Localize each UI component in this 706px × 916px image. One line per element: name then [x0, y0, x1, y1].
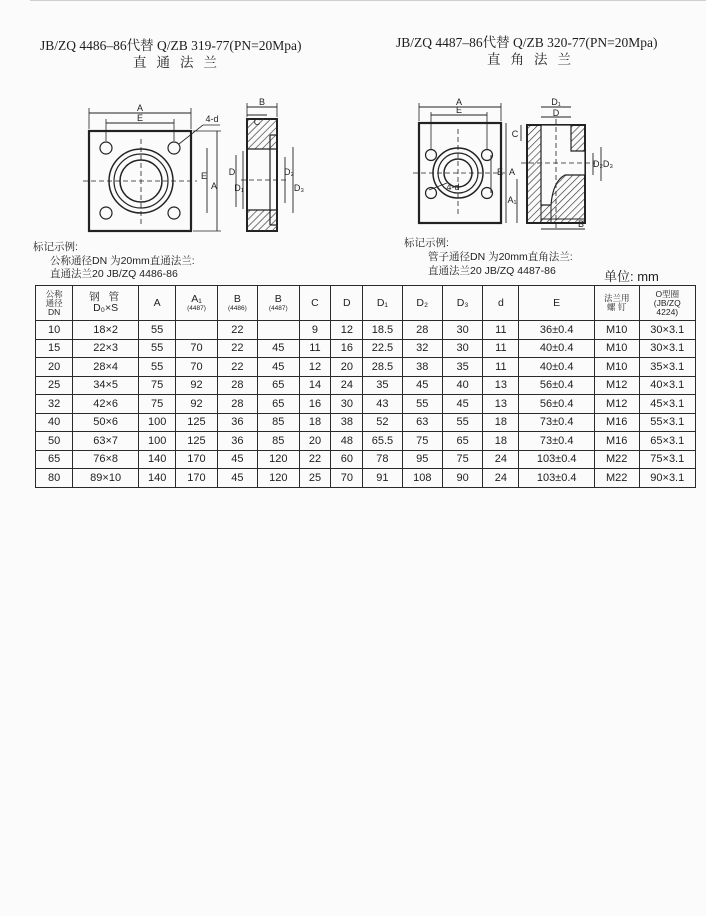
cell-d-small: 11 [483, 339, 519, 358]
label-A: A [136, 103, 144, 113]
cell-a: 100 [139, 413, 176, 432]
cell-d-big: 30 [331, 395, 363, 414]
unit-label: 单位: mm [604, 269, 659, 284]
table-row [36, 432, 696, 451]
cell-d-big: 24 [331, 376, 363, 395]
straight-flange-front-view [83, 108, 221, 231]
cell-d-big: 70 [331, 469, 363, 488]
cell-oring: 45×3.1 [639, 395, 695, 414]
cell-bolt: M10 [594, 358, 639, 377]
right-example-line1: 管子通径DN 为20mm直角法兰: [428, 251, 573, 263]
cell-c: 25 [299, 469, 331, 488]
cell-dn: 10 [36, 321, 73, 340]
cell-d3: 55 [442, 413, 482, 432]
label-B: B [577, 219, 585, 229]
cell-d-small: 24 [483, 450, 519, 469]
cell-d-big: 48 [331, 432, 363, 451]
cell-d1: 28.5 [363, 358, 402, 377]
label-A-vertical: A [210, 181, 218, 191]
table-row [36, 469, 696, 488]
cell-b-4487: 85 [258, 413, 299, 432]
flange-spec-table [35, 285, 696, 488]
right-example-line2: 直通法兰20 JB/ZQ 4487-86 [428, 265, 556, 277]
cell-dn: 65 [36, 450, 73, 469]
cell-b-4487: 45 [258, 358, 299, 377]
cell-dn: 32 [36, 395, 73, 414]
cell-a: 75 [139, 376, 176, 395]
cell-pipe: 89×10 [73, 469, 139, 488]
table-row [36, 321, 696, 340]
cell-b-4486: 36 [217, 432, 257, 451]
header-pipe: 钢 管 D₀×S [73, 286, 139, 321]
cell-oring: 55×3.1 [639, 413, 695, 432]
cell-d-small: 18 [483, 413, 519, 432]
cell-e: 56±0.4 [519, 376, 594, 395]
straight-flange-drawing [75, 95, 350, 240]
cell-b-4486: 28 [217, 376, 257, 395]
cell-c: 22 [299, 450, 331, 469]
label-C: C [253, 117, 261, 127]
header-D: D [331, 286, 363, 321]
cell-b-4486: 45 [217, 469, 257, 488]
cell-b-4487: 85 [258, 432, 299, 451]
cell-pipe: 76×8 [73, 450, 139, 469]
cell-b-4487: 120 [258, 469, 299, 488]
cell-a1: 70 [176, 339, 217, 358]
cell-oring: 75×3.1 [639, 450, 695, 469]
cell-bolt: M12 [594, 376, 639, 395]
cell-a1: 70 [176, 358, 217, 377]
cell-a: 140 [139, 450, 176, 469]
cell-a1: 170 [176, 450, 217, 469]
label-A-vertical: A [508, 167, 516, 177]
cell-d1: 91 [363, 469, 402, 488]
label-D: D [228, 167, 236, 177]
left-example-title: 标记示例: [33, 241, 78, 253]
header-D1: D₁ [363, 286, 402, 321]
cell-d2: 95 [402, 450, 442, 469]
table-row [36, 450, 696, 469]
cell-d1: 52 [363, 413, 402, 432]
cell-b-4487 [258, 321, 299, 340]
cell-a: 55 [139, 339, 176, 358]
table-row [36, 339, 696, 358]
cell-d3: 65 [442, 432, 482, 451]
cell-bolt: M16 [594, 413, 639, 432]
cell-d-small: 13 [483, 395, 519, 414]
cell-a1: 92 [176, 395, 217, 414]
cell-d-small: 18 [483, 432, 519, 451]
cell-dn: 80 [36, 469, 73, 488]
cell-d3: 30 [442, 321, 482, 340]
cell-d1: 65.5 [363, 432, 402, 451]
table-row [36, 395, 696, 414]
left-example-line2: 直通法兰20 JB/ZQ 4486-86 [50, 268, 178, 280]
cell-e: 40±0.4 [519, 358, 594, 377]
cell-b-4487: 45 [258, 339, 299, 358]
right-angle-flange-front-view [413, 103, 506, 223]
cell-c: 12 [299, 358, 331, 377]
cell-b-4487: 120 [258, 450, 299, 469]
cell-e: 73±0.4 [519, 432, 594, 451]
cell-b-4486: 28 [217, 395, 257, 414]
cell-d1: 22.5 [363, 339, 402, 358]
header-A1: A₁ (4487) [176, 286, 217, 321]
label-D2: D₂ [284, 167, 294, 177]
cell-pipe: 22×3 [73, 339, 139, 358]
label-C: C [511, 129, 519, 139]
cell-oring: 35×3.1 [639, 358, 695, 377]
cell-d1: 35 [363, 376, 402, 395]
table-row [36, 358, 696, 377]
cell-b-4486: 45 [217, 450, 257, 469]
label-4-d: 4-d [446, 182, 460, 192]
cell-d3: 75 [442, 450, 482, 469]
cell-oring: 40×3.1 [639, 376, 695, 395]
label-D1: D₁ [551, 97, 561, 107]
label-B: B [258, 97, 266, 107]
table-row [36, 376, 696, 395]
cell-dn: 15 [36, 339, 73, 358]
cell-d3: 35 [442, 358, 482, 377]
label-D: D [552, 108, 560, 118]
cell-b-4486: 22 [217, 358, 257, 377]
cell-a: 140 [139, 469, 176, 488]
cell-d-big: 60 [331, 450, 363, 469]
cell-d2: 108 [402, 469, 442, 488]
header-D2: D₂ [402, 286, 442, 321]
cell-d-big: 16 [331, 339, 363, 358]
left-standard-title: JB/ZQ 4486–86代替 Q/ZB 319-77(PN=20Mpa) [40, 38, 302, 53]
cell-oring: 30×3.1 [639, 321, 695, 340]
cell-d-big: 20 [331, 358, 363, 377]
cell-bolt: M10 [594, 339, 639, 358]
cell-oring: 90×3.1 [639, 469, 695, 488]
label-D1: D₁ [234, 183, 244, 193]
cell-dn: 50 [36, 432, 73, 451]
cell-b-4486: 22 [217, 321, 257, 340]
cell-b-4486: 22 [217, 339, 257, 358]
cell-b-4486: 36 [217, 413, 257, 432]
table-row [36, 413, 696, 432]
cell-d2: 75 [402, 432, 442, 451]
cell-d1: 43 [363, 395, 402, 414]
label-E-vertical: E [200, 171, 208, 181]
cell-d3: 30 [442, 339, 482, 358]
cell-a: 55 [139, 358, 176, 377]
cell-b-4487: 65 [258, 376, 299, 395]
cell-oring: 65×3.1 [639, 432, 695, 451]
right-angle-flange-section-view [517, 107, 601, 229]
cell-c: 14 [299, 376, 331, 395]
table-header-row [36, 286, 696, 321]
cell-oring: 30×3.1 [639, 339, 695, 358]
cell-d2: 38 [402, 358, 442, 377]
cell-pipe: 42×6 [73, 395, 139, 414]
cell-pipe: 50×6 [73, 413, 139, 432]
right-standard-title: JB/ZQ 4487–86代替 Q/ZB 320-77(PN=20Mpa) [396, 35, 658, 50]
cell-bolt: M12 [594, 395, 639, 414]
scan-edge-line [30, 0, 706, 1]
cell-c: 16 [299, 395, 331, 414]
cell-d2: 32 [402, 339, 442, 358]
cell-d2: 55 [402, 395, 442, 414]
cell-a: 100 [139, 432, 176, 451]
cell-e: 103±0.4 [519, 450, 594, 469]
cell-d3: 45 [442, 395, 482, 414]
cell-pipe: 63×7 [73, 432, 139, 451]
cell-c: 11 [299, 339, 331, 358]
header-dn: 公称 通径 DN [36, 286, 73, 321]
cell-e: 103±0.4 [519, 469, 594, 488]
header-d: d [483, 286, 519, 321]
cell-d-small: 11 [483, 321, 519, 340]
cell-a1 [176, 321, 217, 340]
cell-e: 40±0.4 [519, 339, 594, 358]
right-example-title: 标记示例: [404, 237, 449, 249]
cell-dn: 25 [36, 376, 73, 395]
header-bolt: 法兰用 螺 钉 [594, 286, 639, 321]
cell-bolt: M10 [594, 321, 639, 340]
header-oring: O型圈 (JB/ZQ 4224) [639, 286, 695, 321]
label-E: E [455, 105, 463, 115]
cell-e: 36±0.4 [519, 321, 594, 340]
cell-d-small: 13 [483, 376, 519, 395]
cell-bolt: M16 [594, 432, 639, 451]
label-E-vertical: E [496, 167, 504, 177]
cell-bolt: M22 [594, 450, 639, 469]
cell-a1: 170 [176, 469, 217, 488]
cell-d3: 40 [442, 376, 482, 395]
cell-bolt: M22 [594, 469, 639, 488]
label-E: E [136, 113, 144, 123]
cell-c: 9 [299, 321, 331, 340]
left-example-line1: 公称通径DN 为20mm直通法兰: [50, 255, 195, 267]
cell-e: 56±0.4 [519, 395, 594, 414]
right-angle-flange-drawing [405, 95, 630, 240]
cell-dn: 20 [36, 358, 73, 377]
cell-a1: 125 [176, 432, 217, 451]
label-D3: D₃ [602, 159, 614, 169]
right-flange-name: 直角法兰 [487, 52, 581, 67]
cell-a: 75 [139, 395, 176, 414]
cell-b-4487: 65 [258, 395, 299, 414]
cell-a: 55 [139, 321, 176, 340]
cell-d3: 90 [442, 469, 482, 488]
cell-c: 20 [299, 432, 331, 451]
cell-d2: 63 [402, 413, 442, 432]
header-B-4487: B (4487) [258, 286, 299, 321]
cell-pipe: 18×2 [73, 321, 139, 340]
header-B-4486: B (4486) [217, 286, 257, 321]
table-body [36, 321, 696, 488]
label-4-d: 4-d [205, 114, 219, 124]
cell-c: 18 [299, 413, 331, 432]
label-D3: D₃ [293, 183, 305, 193]
label-D2: D₂ [593, 159, 603, 169]
cell-d2: 28 [402, 321, 442, 340]
header-C: C [299, 286, 331, 321]
cell-d-big: 38 [331, 413, 363, 432]
cell-dn: 40 [36, 413, 73, 432]
cell-d2: 45 [402, 376, 442, 395]
cell-d-small: 11 [483, 358, 519, 377]
label-A: A [455, 97, 463, 107]
cell-a1: 125 [176, 413, 217, 432]
cell-d-big: 12 [331, 321, 363, 340]
cell-d1: 18.5 [363, 321, 402, 340]
header-E: E [519, 286, 594, 321]
cell-pipe: 28×4 [73, 358, 139, 377]
header-A: A [139, 286, 176, 321]
cell-d-small: 24 [483, 469, 519, 488]
header-D3: D₃ [442, 286, 482, 321]
left-flange-name: 直通法兰 [133, 55, 227, 70]
cell-e: 73±0.4 [519, 413, 594, 432]
label-A1: A₁ [507, 195, 517, 205]
cell-a1: 92 [176, 376, 217, 395]
cell-pipe: 34×5 [73, 376, 139, 395]
cell-d1: 78 [363, 450, 402, 469]
